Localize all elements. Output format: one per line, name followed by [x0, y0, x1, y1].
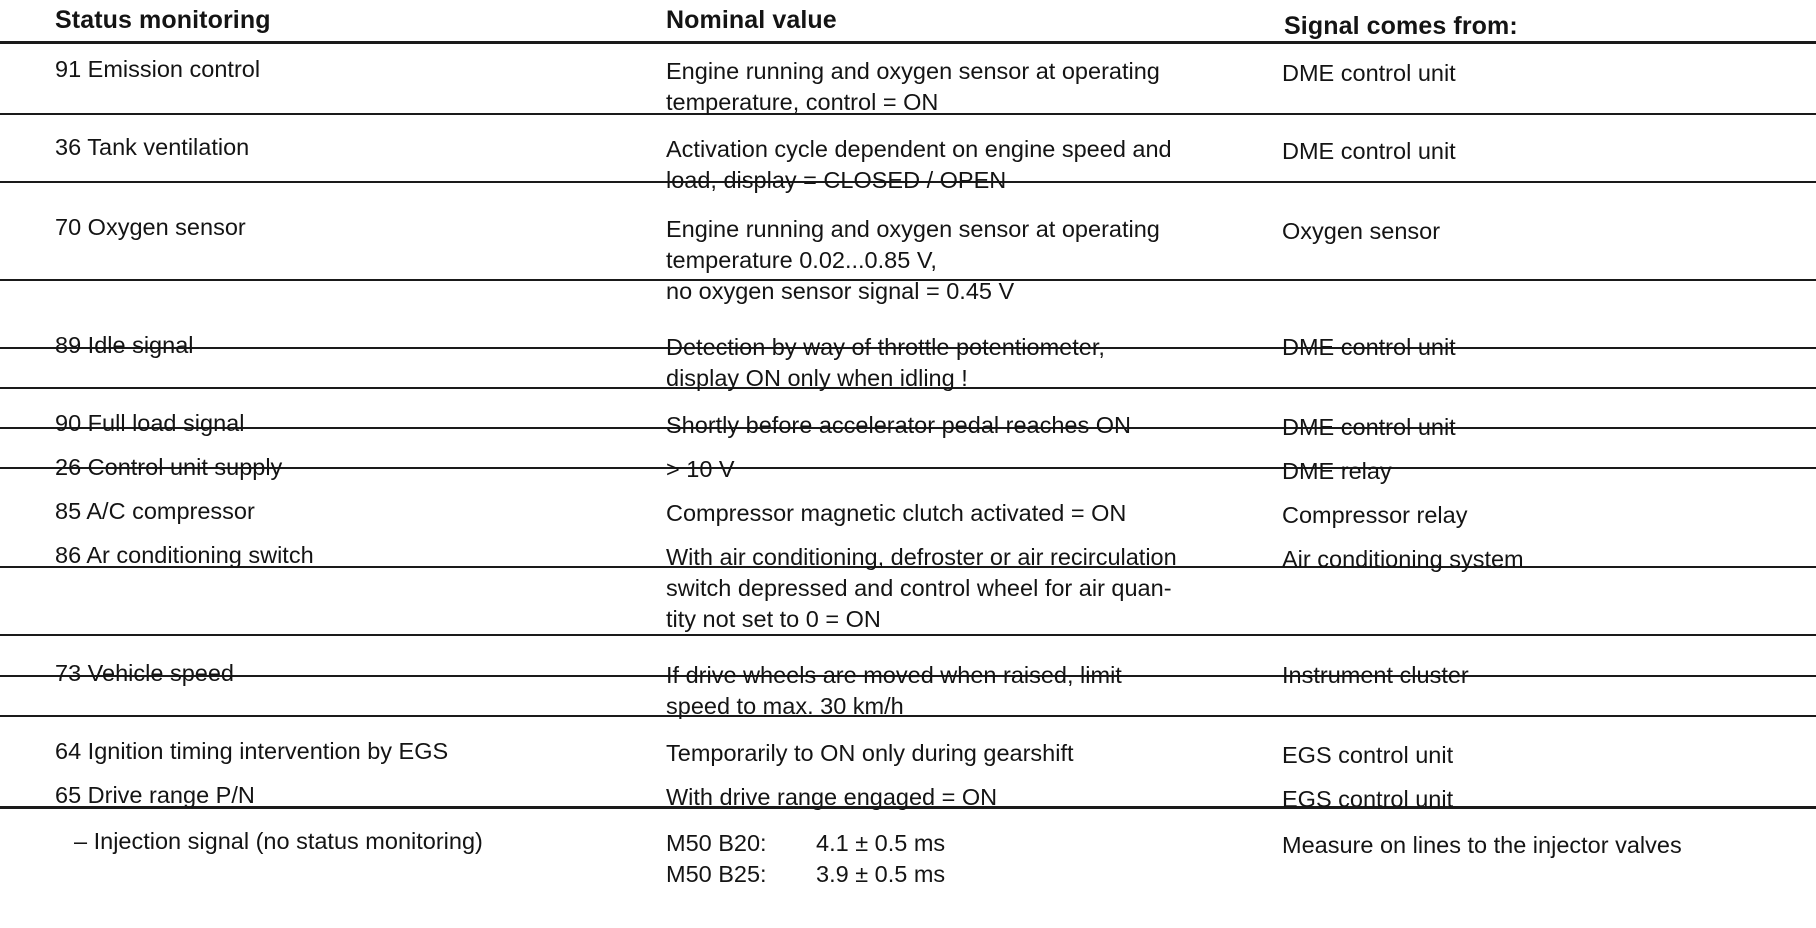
- nominal-line: With air conditioning, defroster or air recirculation: [666, 544, 1177, 570]
- signal-source: DME control unit: [1282, 138, 1456, 164]
- header-nominal-value: Nominal value: [666, 6, 837, 34]
- nominal-value: [666, 134, 1172, 196]
- injection-line: [666, 859, 945, 890]
- nominal-line: load, display = CLOSED / OPEN: [666, 167, 1007, 193]
- nominal-value: [666, 782, 997, 813]
- signal-source: Compressor relay: [1282, 502, 1468, 528]
- signal-source: DME control unit: [1282, 414, 1456, 440]
- nominal-line: switch depressed and control wheel for air quan-: [666, 575, 1172, 601]
- signal-source: DME control unit: [1282, 60, 1456, 86]
- nominal-line: > 10 V: [666, 456, 735, 482]
- status-item: 36 Tank ventilation: [55, 134, 250, 160]
- nominal-line: Engine running and oxygen sensor at operating: [666, 58, 1160, 84]
- status-item: 65 Drive range P/N: [55, 782, 255, 808]
- nominal-value: [666, 410, 1131, 441]
- nominal-value: [666, 498, 1126, 529]
- signal-source: DME control unit: [1282, 334, 1456, 360]
- signal-source: Air conditioning system: [1282, 546, 1524, 572]
- nominal-line: Compressor magnetic clutch activated = ON: [666, 500, 1127, 526]
- nominal-value: [666, 214, 1160, 307]
- signal-source: Oxygen sensor: [1282, 218, 1441, 244]
- nominal-line: Activation cycle dependent on engine speed and: [666, 136, 1172, 162]
- nominal-line: Engine running and oxygen sensor at operating: [666, 216, 1160, 242]
- status-item: – Injection signal (no status monitoring): [74, 828, 483, 854]
- injection-time: 4.1 ± 0.5 ms: [816, 830, 946, 856]
- nominal-value: [666, 660, 1122, 722]
- nominal-value: [666, 56, 1160, 118]
- nominal-value: [666, 454, 735, 485]
- nominal-line: Temporarily to ON only during gearshift: [666, 740, 1074, 766]
- signal-source: DME relay: [1282, 458, 1392, 484]
- engine-code: M50 B25:: [666, 861, 767, 887]
- header-signal-source: Signal comes from:: [1284, 12, 1518, 40]
- status-item: 70 Oxygen sensor: [55, 214, 246, 240]
- signal-source: Instrument cluster: [1282, 662, 1469, 688]
- nominal-line: no oxygen sensor signal = 0.45 V: [666, 278, 1015, 304]
- nominal-line: temperature, control = ON: [666, 89, 939, 115]
- nominal-line: If drive wheels are moved when raised, limit: [666, 662, 1122, 688]
- status-item: 73 Vehicle speed: [55, 660, 235, 686]
- injection-line: [666, 828, 945, 859]
- nominal-value: [666, 332, 1105, 394]
- signal-source: Measure on lines to the injector valves: [1282, 832, 1682, 858]
- nominal-line: speed to max. 30 km/h: [666, 693, 904, 719]
- nominal-line: Detection by way of throttle potentiometer,: [666, 334, 1105, 360]
- nominal-value: [666, 738, 1074, 769]
- status-item: 85 A/C compressor: [55, 498, 255, 524]
- header-status-monitoring: Status monitoring: [55, 6, 271, 34]
- nominal-line: temperature 0.02...0.85 V,: [666, 247, 937, 273]
- status-item: 26 Control unit supply: [55, 454, 283, 480]
- signal-source: EGS control unit: [1282, 786, 1454, 812]
- header-rule: [0, 41, 1816, 44]
- status-item: 90 Full load signal: [55, 410, 245, 436]
- nominal-line: display ON only when idling !: [666, 365, 968, 391]
- status-item: 86 Ar conditioning switch: [55, 542, 314, 568]
- nominal-line: With drive range engaged = ON: [666, 784, 998, 810]
- signal-source: EGS control unit: [1282, 742, 1454, 768]
- engine-code: M50 B20:: [666, 830, 767, 856]
- nominal-line: Shortly before accelerator pedal reaches ON: [666, 412, 1132, 438]
- status-item: 89 Idle signal: [55, 332, 194, 358]
- injection-time: 3.9 ± 0.5 ms: [816, 861, 946, 887]
- nominal-line: tity not set to 0 = ON: [666, 606, 881, 632]
- status-item: 91 Emission control: [55, 56, 261, 82]
- status-item: 64 Ignition timing intervention by EGS: [55, 738, 449, 764]
- nominal-value: [666, 542, 1177, 635]
- injection-values: [666, 828, 945, 890]
